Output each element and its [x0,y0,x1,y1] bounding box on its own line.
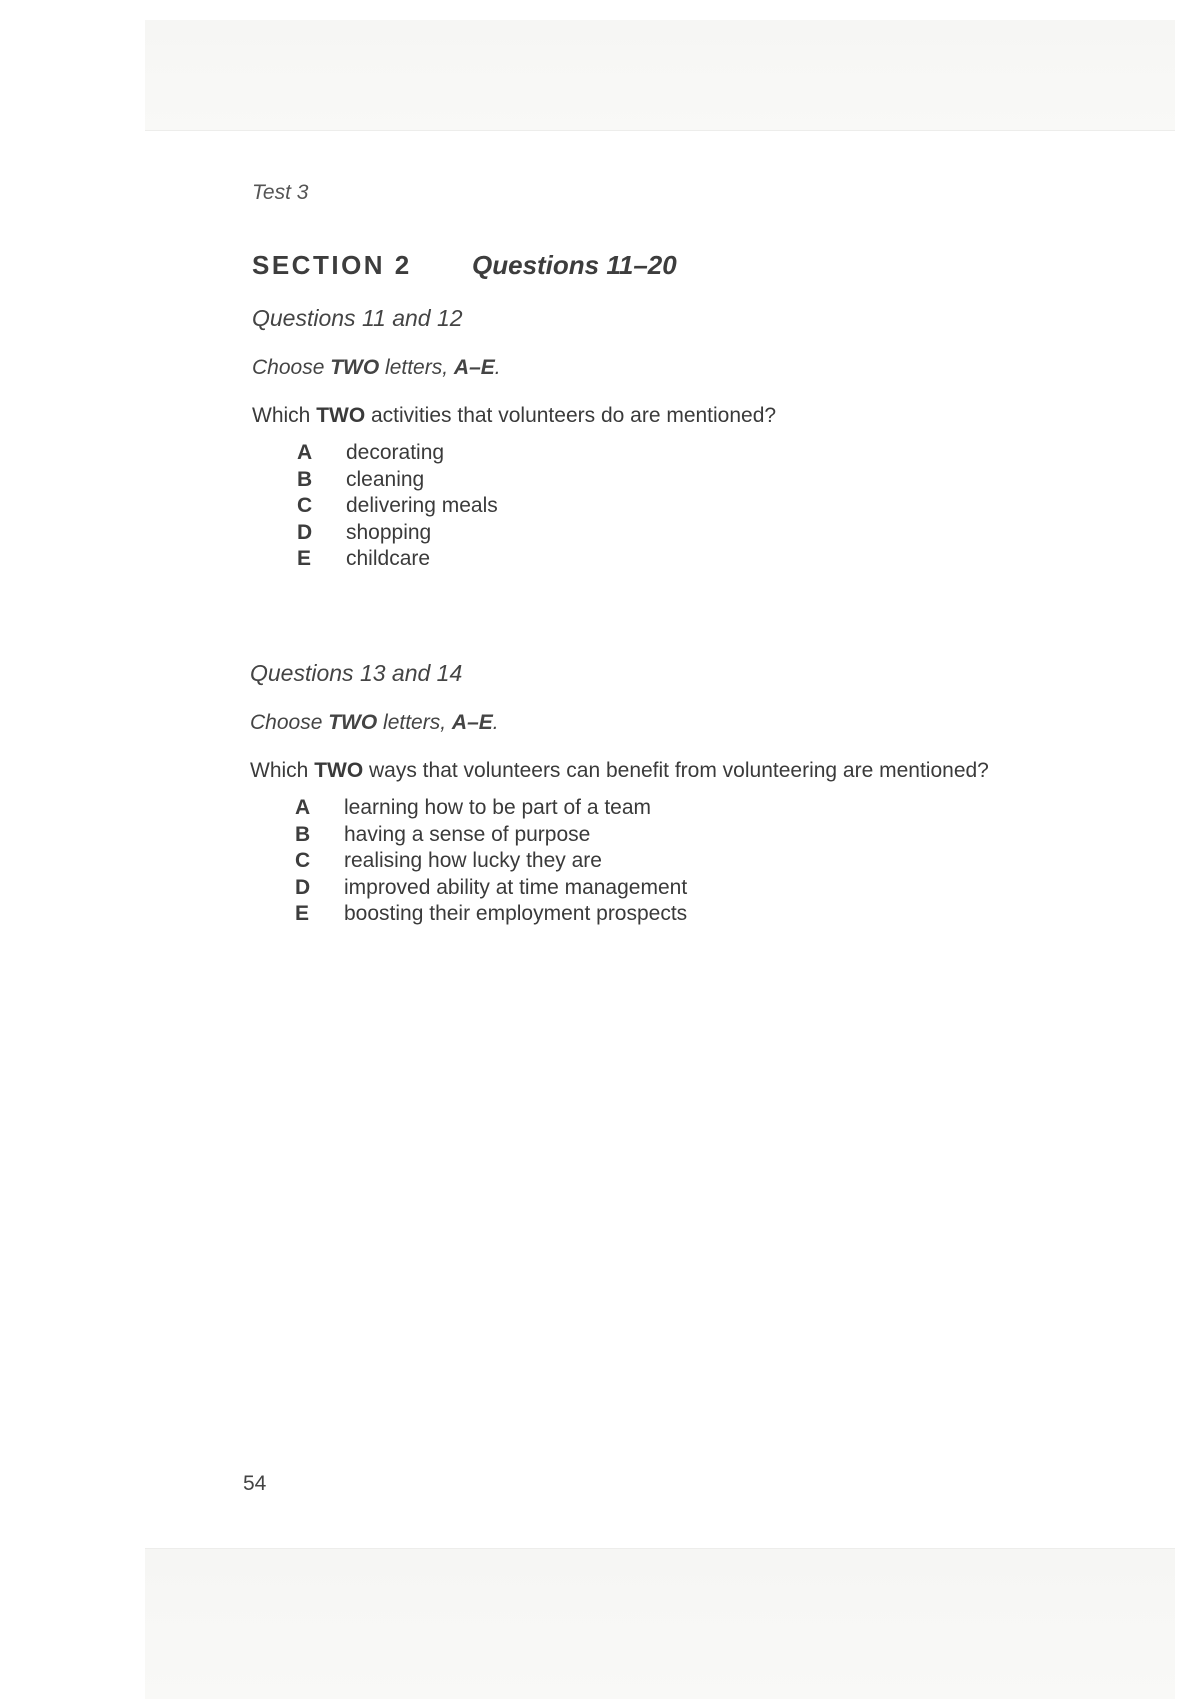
instruction-text: Choose TWO letters, A–E. [250,711,499,734]
option-text: having a sense of purpose [344,822,591,846]
option-letter: E [297,547,312,570]
option-letter: B [295,822,311,846]
option-item [295,822,1170,849]
section-questions-range: Questions 11–20 [472,250,677,280]
option-item [295,848,1170,875]
option-item [297,467,1152,494]
options-list [297,440,1152,573]
section-label: SECTION 2 [252,250,412,280]
option-text: cleaning [346,467,425,491]
option-letter: A [295,796,311,819]
question-stem: Which TWO activities that volunteers do are mentioned? [252,404,777,427]
option-text: delivering meals [346,494,498,517]
option-letter: E [295,902,310,925]
question-block-11-12 [252,305,1152,589]
option-text: realising how lucky they are [344,849,602,872]
scan-shadow-bottom [145,1548,1175,1699]
option-text: improved ability at time management [344,875,688,899]
option-letter: C [295,849,311,872]
option-letter: D [297,520,313,544]
questions-range-heading: Questions 11 and 12 [252,305,463,331]
option-item [297,493,1152,520]
option-text: decorating [346,441,445,464]
test-label: Test 3 [252,181,309,204]
option-letter: D [295,875,311,899]
questions-range-heading: Questions 13 and 14 [250,660,463,686]
option-text: boosting their employment prospects [344,902,688,925]
option-letter: B [297,467,313,491]
option-text: learning how to be part of a team [344,796,652,819]
instruction-text: Choose TWO letters, A–E. [252,356,501,379]
option-item [295,875,1170,902]
option-item [297,440,1152,467]
option-item [295,795,1170,822]
page-number: 54 [243,1472,267,1495]
options-list [295,795,1170,928]
option-letter: C [297,494,313,517]
option-letter: A [297,441,313,464]
section-heading [252,250,677,281]
option-item [297,546,1152,573]
question-block-13-14 [250,660,1170,944]
option-item [295,901,1170,928]
option-text: shopping [346,520,432,544]
scan-shadow-top [145,20,1175,131]
option-text: childcare [346,547,431,570]
question-stem: Which TWO ways that volunteers can benefit from volunteering are mentioned? [250,759,989,782]
option-item [297,520,1152,547]
